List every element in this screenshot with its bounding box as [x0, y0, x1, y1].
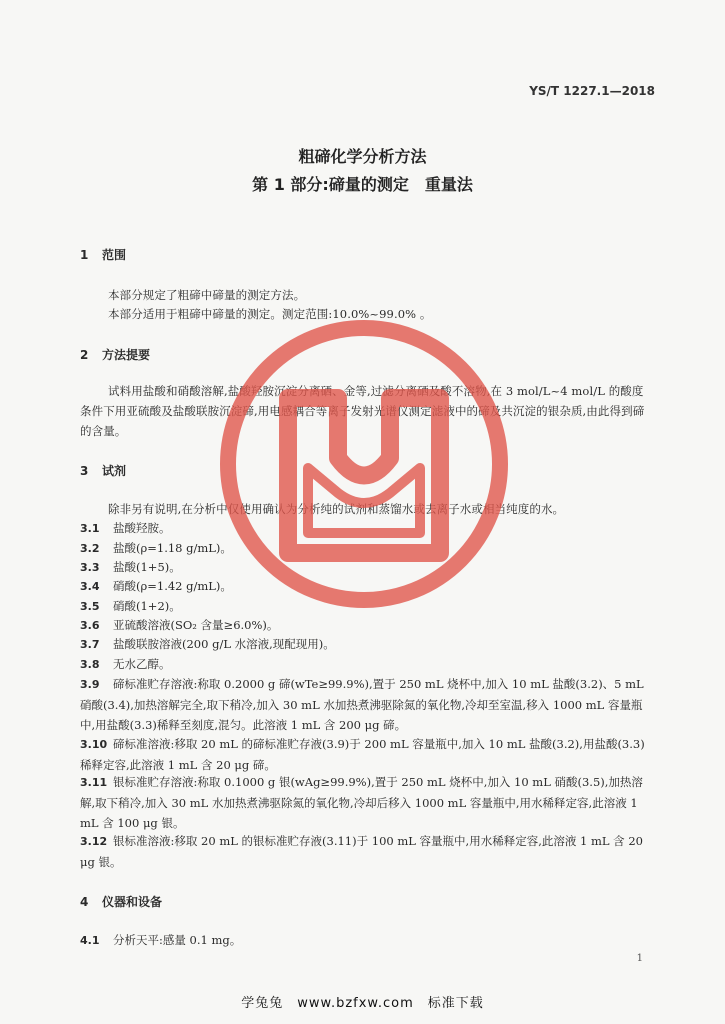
paragraph: 试料用盐酸和硝酸溶解,盐酸羟胺沉淀分离硒、金等,过滤分离硒及酸不溶物,在 3 mol/L~4 mol/L 的酸度条件下用亚硫酸及盐酸联胺沉淀碲,用电感耦合等离子发射光谱仪测定滤液中的碲及共沉淀的银杂质,由此得到碲的含量。	[80, 384, 645, 438]
item-text: 银标准贮存溶液:称取 0.1000 g 银(wAg≥99.9%),置于 250 mL 烧杯中,加入 10 mL 硝酸(3.5),加热溶解,取下稍冷,加入 30 mL 水加热煮沸驱除氮的氧化物,冷却后移入 1000 mL 容量瓶中,用水稀释定容,此溶液 1 mL 含 100 μg 银。	[80, 775, 643, 830]
document-subtitle: 第 1 部分:碲量的测定 重量法	[252, 175, 473, 194]
list-item	[80, 772, 654, 833]
list-item	[80, 634, 654, 655]
item-text: 碲标准贮存溶液:称取 0.2000 g 碲(wTe≥99.9%),置于 250 mL 烧杯中,加入 10 mL 盐酸(3.2)、5 mL 硝酸(3.4),加热溶解完全,取下稍冷,加入 30 mL 水加热煮沸驱除氮的氧化物,冷却至室温,移入 1000 mL 容量瓶中,用盐酸(3.3)稀释至刻度,混匀。此溶液 1 mL 含 200 μg 碲。	[80, 677, 644, 732]
paragraph: 本部分规定了粗碲中碲量的测定方法。	[108, 288, 306, 302]
list-item	[80, 538, 654, 559]
section-title: 范围	[102, 248, 127, 262]
item-text: 盐酸(ρ=1.18 g/mL)。	[113, 541, 232, 555]
item-number: 3.10	[80, 738, 108, 751]
item-number: 3.7	[80, 638, 100, 651]
section-heading-method	[80, 346, 150, 363]
item-number: 3.11	[80, 776, 108, 789]
paragraph: 除非另有说明,在分析中仅使用确认为分析纯的试剂和蒸馏水或去离子水或相当纯度的水。	[108, 502, 565, 516]
item-text: 盐酸羟胺。	[113, 521, 171, 535]
footer-site-link[interactable]: 学兔兔 www.bzfxw.com 标准下载	[241, 996, 484, 1011]
section-title: 方法提要	[102, 348, 151, 362]
section-heading-scope	[80, 246, 126, 263]
item-number: 3.1	[80, 522, 100, 535]
list-item	[80, 674, 654, 735]
list-item	[80, 654, 654, 675]
item-number: 3.4	[80, 580, 100, 593]
section-number: 3	[80, 464, 89, 478]
item-text: 银标准溶液:移取 20 mL 的银标准贮存液(3.11)于 100 mL 容量瓶中,用水稀释定容,此溶液 1 mL 含 20 μg 银。	[80, 834, 643, 869]
section-number: 1	[80, 248, 89, 262]
section-number: 4	[80, 895, 89, 909]
list-item	[80, 596, 654, 617]
item-number: 3.3	[80, 561, 100, 574]
item-number: 3.5	[80, 600, 100, 613]
list-item	[80, 557, 654, 578]
item-number: 3.8	[80, 658, 100, 671]
standard-number: YS/T 1227.1—2018	[529, 84, 655, 98]
page-number: 1	[636, 953, 643, 964]
section-heading-instruments	[80, 893, 162, 910]
item-text: 盐酸联胺溶液(200 g/L 水溶液,现配现用)。	[113, 637, 335, 651]
paragraph: 本部分适用于粗碲中碲量的测定。测定范围:10.0%~99.0% 。	[108, 307, 432, 321]
section-title: 仪器和设备	[102, 895, 163, 909]
item-text: 硝酸(ρ=1.42 g/mL)。	[113, 579, 232, 593]
list-item	[80, 615, 654, 636]
list-item	[80, 831, 654, 872]
item-number: 3.12	[80, 835, 108, 848]
item-text: 亚硫酸溶液(SO₂ 含量≥6.0%)。	[113, 618, 279, 632]
item-text: 无水乙醇。	[113, 657, 171, 671]
list-item	[80, 734, 654, 775]
item-number: 3.2	[80, 542, 100, 555]
item-text: 硝酸(1+2)。	[113, 599, 181, 613]
item-text: 分析天平:感量 0.1 mg。	[113, 933, 242, 947]
item-number: 3.6	[80, 619, 100, 632]
item-text: 碲标准溶液:移取 20 mL 的碲标准贮存液(3.9)于 200 mL 容量瓶中,加入 10 mL 盐酸(3.2),用盐酸(3.3)稀释定容,此溶液 1 mL 含 20 μg 碲。	[80, 737, 645, 772]
section-heading-reagents	[80, 462, 126, 479]
item-text: 盐酸(1+5)。	[113, 560, 181, 574]
section-number: 2	[80, 348, 89, 362]
document-title: 粗碲化学分析方法	[298, 147, 427, 166]
item-number: 3.9	[80, 678, 100, 691]
list-item	[80, 930, 654, 951]
list-item	[80, 576, 654, 597]
list-item	[80, 518, 654, 539]
item-number: 4.1	[80, 934, 100, 947]
section-title: 试剂	[102, 464, 127, 478]
